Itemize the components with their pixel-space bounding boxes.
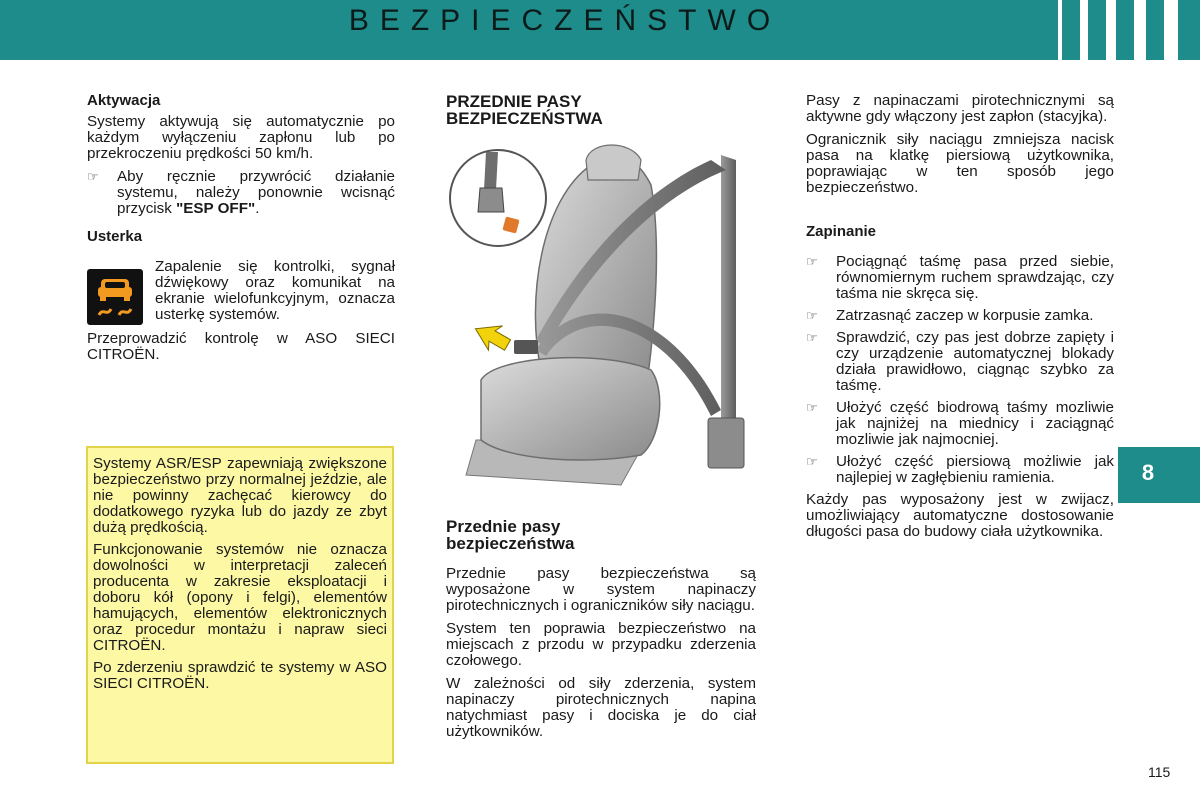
chapter-number: 8: [1141, 460, 1155, 485]
aktywacja-text: Systemy aktywują się automatycznie po każdym wyłączeniu zapłonu lub po przekroczeniu prędkości 50 km/h.: [87, 113, 395, 162]
column-middle: [446, 93, 756, 127]
section-title: BEZPIECZEŃSTWO: [348, 4, 782, 37]
column-right: [806, 93, 1114, 547]
bullet-text: Aby ręcznie przywrócić działanie systemu, należy ponownie wcisnąć przycisk "ESP OFF".: [117, 168, 395, 217]
paragraph: Przednie pasy bezpieczeństwa są wyposażone w system napinaczy pirotechnicznych i ograniczników siły naciągu.: [446, 565, 756, 614]
column-middle-lower: [446, 518, 756, 747]
aktywacja-heading: Aktywacja: [87, 92, 161, 109]
note-box: [86, 446, 394, 764]
chapter-tab: [1118, 447, 1200, 503]
note-paragraph: Po zderzeniu sprawdzić te systemy w ASO SIECI CITROËN.: [93, 659, 387, 692]
paragraph: Ogranicznik siły naciągu zmniejsza nacisk pasa na klatkę piersiową użytkownika, poprawiając w ten sposób jego bezpieczeństwo.: [806, 131, 1114, 196]
hand-pointer-icon: ☞: [806, 330, 818, 345]
usterka-text: Przeprowadzić kontrolę w ASO SIECI CITROËN.: [87, 330, 395, 363]
list-item: [806, 254, 1114, 302]
esp-skid-warning-icon: [87, 269, 143, 325]
paragraph: System ten poprawia bezpieczeństwo na miejscach z przodu w przypadku zderzenia czołowego.: [446, 620, 756, 669]
bullet-text: Sprawdzić, czy pas jest dobrze zapięty i czy urządzenie automatycznej blokady działa prawidłowo, ciągnąc szybko za taśmę.: [836, 329, 1114, 394]
usterka-heading: Usterka: [87, 228, 143, 245]
list-item: [806, 330, 1114, 394]
hand-pointer-icon: ☞: [806, 400, 818, 415]
list-item: [87, 169, 395, 217]
section-heading: PRZEDNIE PASY BEZPIECZEŃSTWA: [446, 92, 603, 128]
bullet-text: Ułożyć część piersiową możliwie jak najlepiej w zagłębieniu ramienia.: [836, 453, 1114, 486]
column-left: [87, 93, 395, 370]
warning-row: [87, 259, 395, 325]
note-paragraph: Systemy ASR/ESP zapewniają zwiększone bezpieczeństwo przy normalnej jeździe, ale nie powinny zachęcać kierowcy do dodatkowego ryzyka lub do jazdy ze zbyt dużą prędkością.: [93, 455, 387, 536]
seat-belt-illustration: [446, 140, 766, 510]
warning-text: Zapalenie się kontrolki, sygnał dźwiękowy oraz komunikat na ekranie wielofunkcyjnym, oznacza usterkę systemów.: [155, 258, 395, 323]
hand-pointer-icon: ☞: [87, 169, 99, 184]
hand-pointer-icon: ☞: [806, 308, 818, 323]
paragraph: W zależności od siły zderzenia, system napinaczy pirotechnicznych napina natychmiast pasy i dociska je do ciał użytkowników.: [446, 675, 756, 740]
bullet-text: Pociągnąć taśmę pasa przed siebie, równomiernym ruchem sprawdzając, czy taśma nie skręca się.: [836, 253, 1114, 302]
bullet-text: Zatrzasnąć zaczep w korpusie zamka.: [836, 307, 1094, 324]
list-item: [806, 308, 1114, 324]
paragraph: Każdy pas wyposażony jest w zwijacz, umożliwiający automatyczne dostosowanie długości pasa do budowy ciała użytkownika.: [806, 491, 1114, 540]
list-item: [806, 454, 1114, 486]
hand-pointer-icon: ☞: [806, 454, 818, 469]
note-paragraph: Funkcjonowanie systemów nie oznacza dowolności w interpretacji zaleceń producenta w zakresie eksploatacji i doboru kół (opony i felgi), elementów hamujących, elementów elektronicznych oraz procedur montażu i napraw sieci CITROËN.: [93, 541, 387, 654]
bullet-text: Ułożyć część biodrową taśmy mozliwie jak najniżej na miednicy i zaciągnąć mozliwie jak najmocniej.: [836, 399, 1114, 448]
header-stripes: [1050, 0, 1200, 60]
hand-pointer-icon: ☞: [806, 254, 818, 269]
paragraph: Pasy z napinaczami pirotechnicznymi są aktywne gdy włączony jest zapłon (stacyjka).: [806, 92, 1114, 125]
subsection-heading: Przednie pasy bezpieczeństwa: [446, 517, 575, 553]
zapinanie-heading: Zapinanie: [806, 223, 877, 240]
list-item: [806, 400, 1114, 448]
page-header: [0, 0, 1200, 60]
page-number: 115: [1148, 764, 1171, 780]
